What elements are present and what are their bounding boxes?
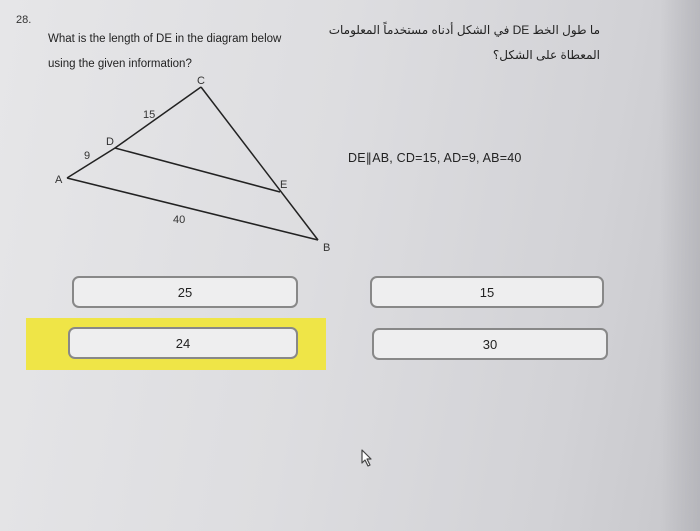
length-label-ab: 40	[173, 214, 186, 226]
triangle-diagram	[40, 70, 340, 270]
question-number: 28.	[16, 14, 32, 26]
segment-de	[115, 148, 280, 192]
length-label-ad: 9	[84, 150, 91, 162]
question-text-english: What is the length of DE in the diagram below using the given information?	[48, 33, 282, 70]
option-button-b[interactable]: 15	[370, 276, 604, 308]
option-button-d[interactable]: 30	[372, 328, 608, 360]
option-button-a[interactable]: 25	[72, 276, 298, 308]
length-label-cd: 15	[143, 109, 156, 121]
vertex-label-d: D	[106, 136, 114, 148]
vertex-label-b: B	[323, 242, 331, 254]
vertex-label-a: A	[55, 174, 63, 186]
option-button-c[interactable]: 24	[68, 327, 298, 359]
side-cb	[201, 87, 318, 240]
screen-edge-shadow	[660, 0, 700, 531]
vertex-label-e: E	[280, 179, 288, 191]
mouse-cursor-icon	[359, 449, 375, 467]
given-information: DE∥AB, CD=15, AD=9, AB=40	[348, 151, 522, 165]
question-text-arabic: ما طول الخط DE في الشكل أدناه مستخدماً المعلومات المعطاة على الشكل؟	[328, 23, 600, 62]
side-ac	[67, 87, 201, 178]
vertex-label-c: C	[197, 75, 205, 87]
